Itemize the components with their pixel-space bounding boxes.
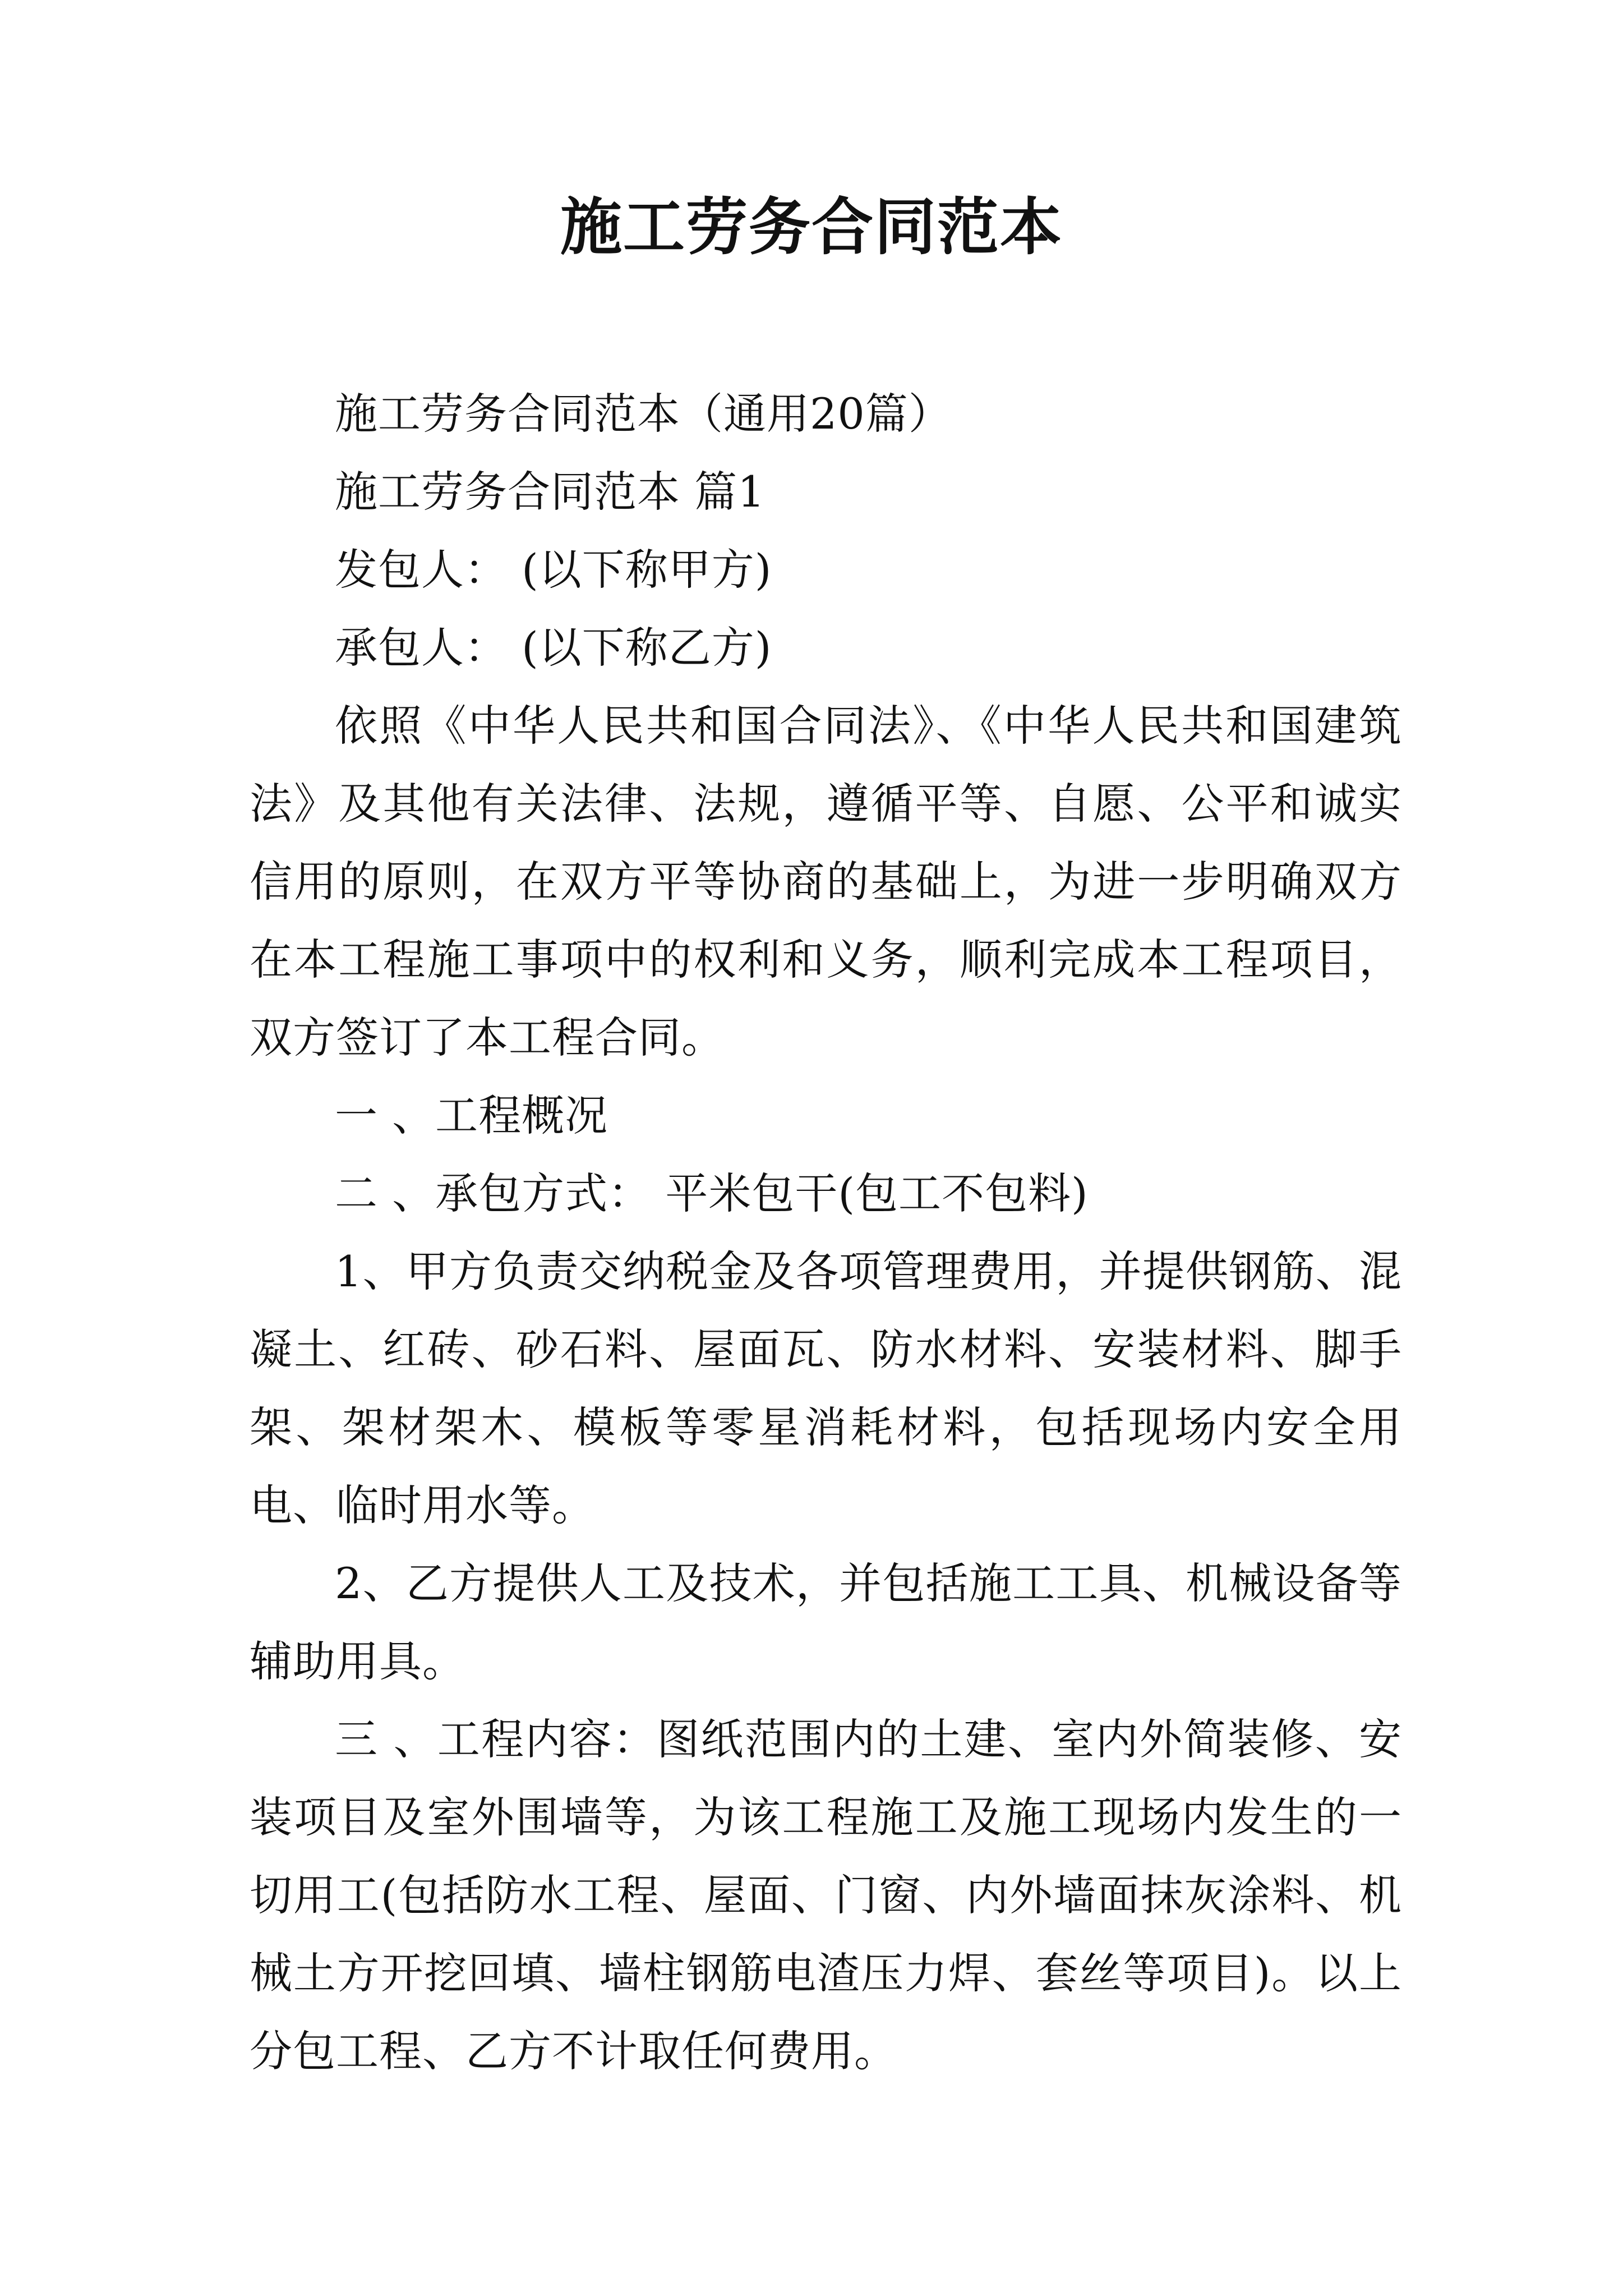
paragraph-subtitle: 施工劳务合同范本（通用20篇） [335,389,952,439]
paragraph-project-content: 三 、工程内容：图纸范围内的土建、室内外简装修、安装项目及室外围墙等，为该工程施工及施工现场内发生的一切用工(包括防水工程、屋面、门窗、内外墙面抹灰涂料、机械土方开挖回填、墙柱钢筋电渣压力焊、套丝等项目)。以上分包工程、乙方不计取任何费用。 [250,1714,1402,2076]
document-body [250,375,1402,2090]
paragraph-preamble: 依照《中华人民共和国合同法》、《中华人民共和国建筑法》及其他有关法律、法规，遵循平等、自愿、公平和诚实信用的原则，在双方平等协商的基础上，为进一步明确双方在本工程施工事项中的权利和义务，顺利完成本工程项目，双方签订了本工程合同。 [250,701,1402,1062]
paragraph-contract-method: 二 、承包方式： 平米包干(包工不包料) [335,1168,1089,1218]
document-title: 施工劳务合同范本 [560,191,1063,263]
paragraph-party-a-duties: 1、甲方负责交纳税金及各项管理费用，并提供钢筋、混凝土、红砖、砂石料、屋面瓦、防水材料、安装材料、脚手架、架材架木、模板等零星消耗材料，包括现场内安全用电、临时用水等。 [250,1246,1402,1530]
paragraph-section-heading: 施工劳务合同范本 篇1 [335,467,766,517]
paragraph-project-overview: 一 、工程概况 [335,1091,608,1140]
paragraph-employer: 发包人： (以下称甲方) [335,545,772,595]
paragraph-party-b-duties: 2、乙方提供人工及技术，并包括施工工具、机械设备等辅助用具。 [250,1558,1402,1686]
paragraph-contractor: 承包人： (以下称乙方) [335,623,772,673]
